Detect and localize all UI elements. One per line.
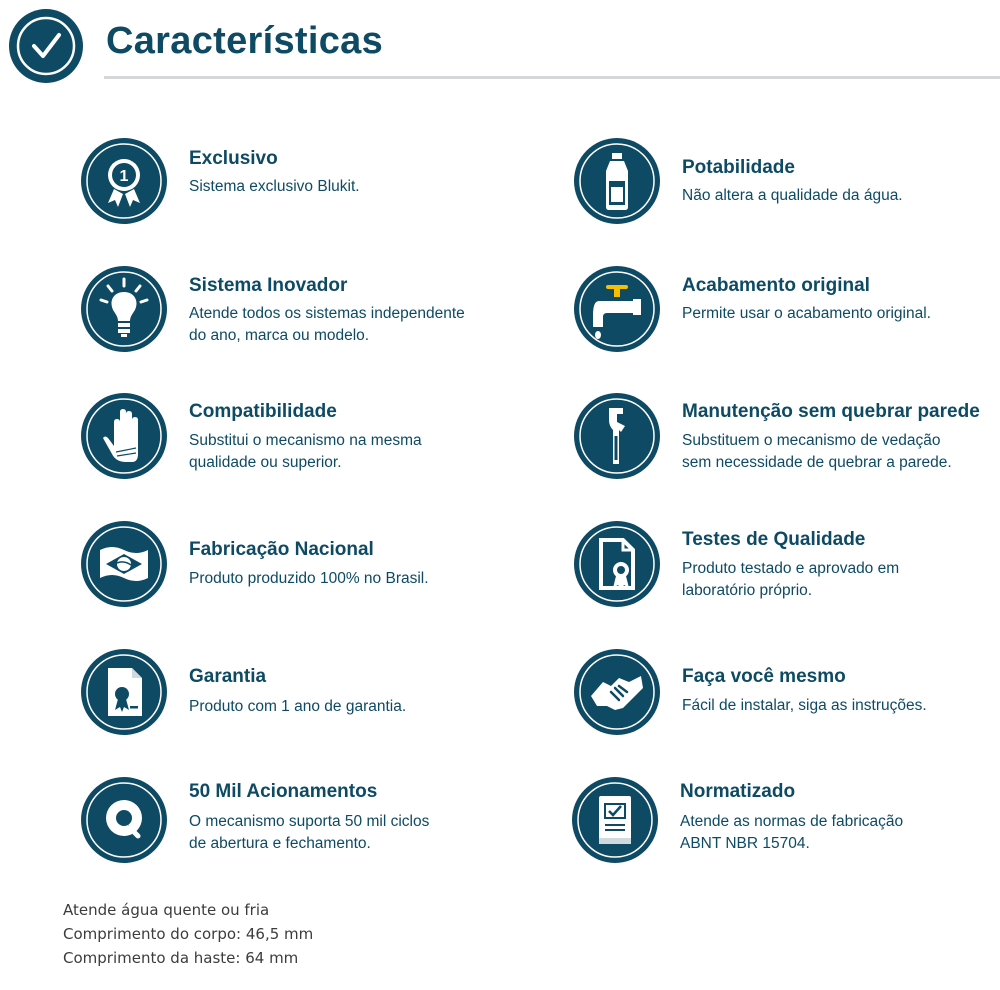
feature-potabilidade bbox=[573, 137, 1000, 237]
feature-description: Produto testado e aprovado em laboratório próprio. bbox=[682, 560, 900, 599]
feature-acabamento-original bbox=[573, 265, 1000, 365]
page-title: Características bbox=[106, 20, 384, 62]
checklist-book-icon bbox=[571, 776, 659, 864]
feature-description: Não altera a qualidade da água. bbox=[682, 187, 903, 204]
feature-description: Substitui o mecanismo na mesma qualidade ou superior. bbox=[189, 432, 422, 471]
feature-sistema-inovador bbox=[80, 265, 510, 365]
light-bulb-icon bbox=[80, 265, 168, 353]
feature-title: Fabricação Nacional bbox=[189, 539, 374, 560]
title-divider bbox=[104, 76, 1000, 79]
feature-title: Normatizado bbox=[680, 781, 796, 802]
faucet-icon bbox=[573, 265, 661, 353]
feature-exclusivo bbox=[80, 137, 510, 237]
handshake-icon bbox=[573, 648, 661, 736]
feature-title: Faça você mesmo bbox=[682, 666, 846, 687]
product-specs bbox=[63, 898, 313, 970]
feature-normatizado bbox=[571, 776, 1000, 876]
feature-description: Substituem o mecanismo de vedação sem necessidade de quebrar a parede. bbox=[682, 432, 952, 471]
feature-testes-qualidade bbox=[573, 520, 1000, 620]
feature-title: Garantia bbox=[189, 666, 267, 687]
feature-title: 50 Mil Acionamentos bbox=[189, 781, 378, 802]
feature-description: Produto produzido 100% no Brasil. bbox=[189, 570, 429, 587]
check-circle-icon bbox=[9, 9, 83, 83]
spec-line: Atende água quente ou fria bbox=[63, 901, 270, 919]
feature-description: Atende as normas de fabricação ABNT NBR 15704. bbox=[680, 813, 904, 852]
spec-line: Comprimento da haste: 64 mm bbox=[63, 949, 299, 967]
feature-description: Fácil de instalar, siga as instruções. bbox=[682, 697, 927, 714]
award-medal-icon bbox=[80, 137, 168, 225]
feature-title: Manutenção sem quebrar parede bbox=[682, 401, 980, 422]
certificate-document-icon bbox=[573, 520, 661, 608]
feature-title: Acabamento original bbox=[682, 275, 870, 296]
feature-garantia bbox=[80, 648, 510, 748]
pipe-wrench-icon bbox=[573, 392, 661, 480]
feature-description: Produto com 1 ano de garantia. bbox=[189, 698, 407, 715]
feature-description: O mecanismo suporta 50 mil ciclos de abertura e fechamento. bbox=[189, 813, 430, 852]
water-bottle-icon bbox=[573, 137, 661, 225]
feature-manutencao bbox=[573, 392, 1000, 492]
cycle-arrow-icon bbox=[80, 776, 168, 864]
glove-hand-icon bbox=[80, 392, 168, 480]
brazil-flag-icon bbox=[80, 520, 168, 608]
feature-title: Testes de Qualidade bbox=[682, 529, 866, 550]
feature-title: Exclusivo bbox=[189, 148, 278, 169]
svg-text:1: 1 bbox=[119, 168, 129, 185]
feature-title: Potabilidade bbox=[682, 157, 795, 178]
feature-description: Sistema exclusivo Blukit. bbox=[189, 178, 360, 195]
feature-50-mil-acionamentos bbox=[80, 776, 510, 876]
spec-line: Comprimento do corpo: 46,5 mm bbox=[63, 925, 314, 943]
feature-title: Compatibilidade bbox=[189, 401, 337, 422]
warranty-document-icon bbox=[80, 648, 168, 736]
feature-fabricacao-nacional bbox=[80, 520, 510, 620]
feature-title: Sistema Inovador bbox=[189, 275, 348, 296]
feature-faca-voce-mesmo bbox=[573, 648, 1000, 748]
feature-description: Permite usar o acabamento original. bbox=[682, 305, 931, 322]
feature-description: Atende todos os sistemas independente do ano, marca ou modelo. bbox=[189, 305, 465, 344]
feature-compatibilidade bbox=[80, 392, 510, 492]
